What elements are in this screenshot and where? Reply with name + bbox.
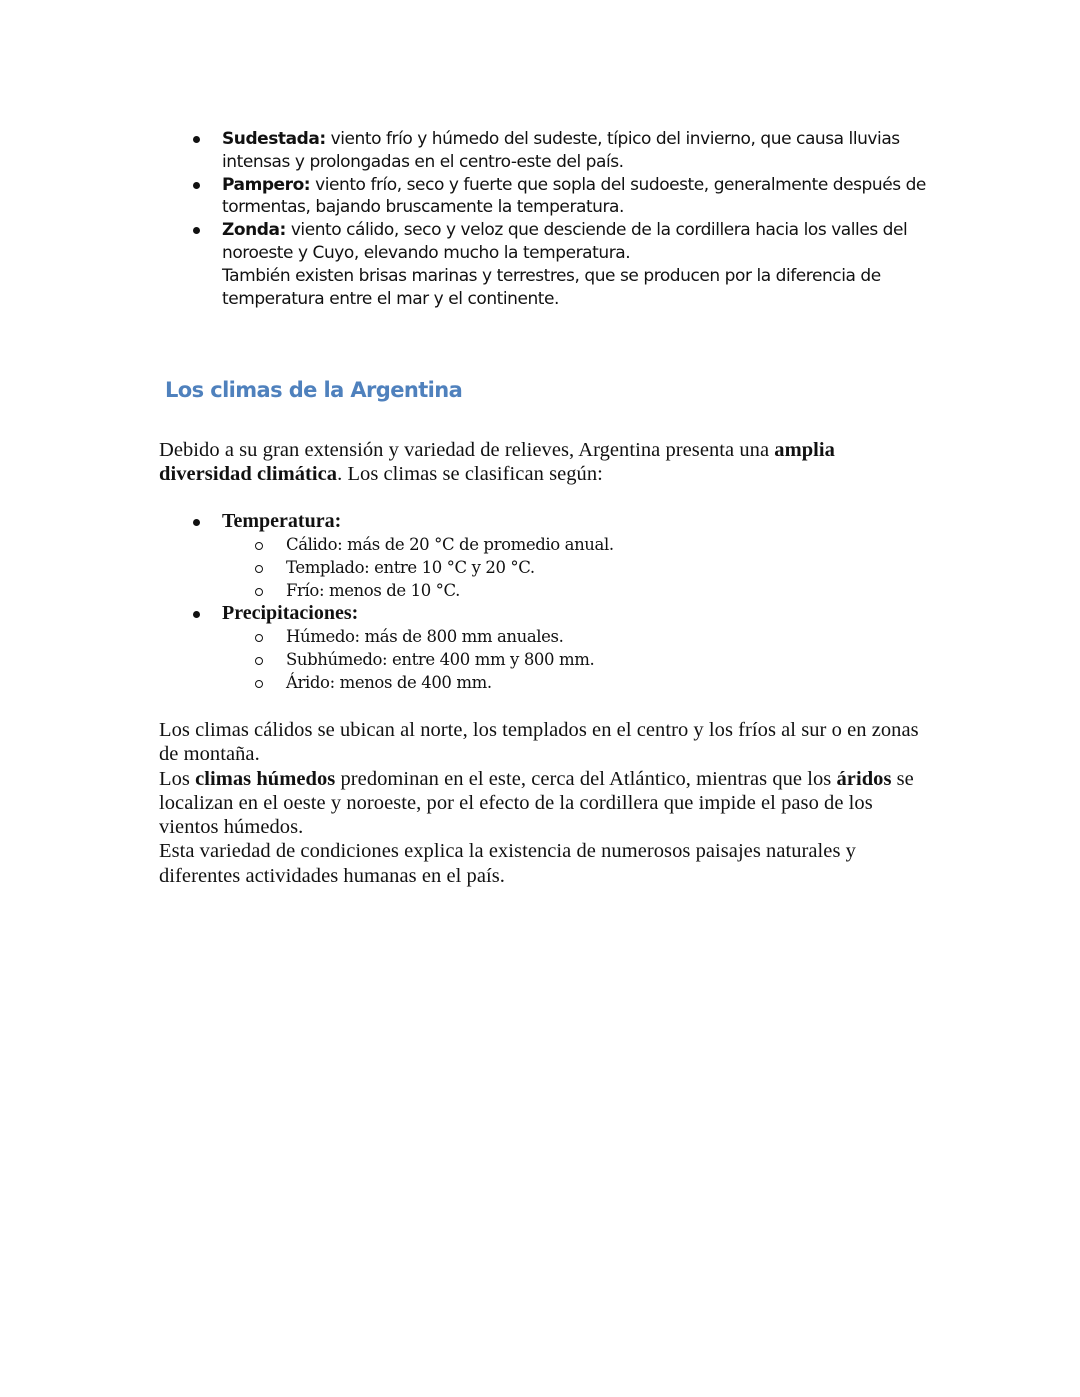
closing-text: se localizan en el oeste y noroeste, por el efecto de la cordillera que impide el paso de los vientos húmedos. [159, 767, 914, 839]
wind-item-zonda [222, 219, 942, 310]
sub-item [222, 579, 922, 602]
intro-paragraph [159, 438, 919, 487]
closing-paragraph-humidity [159, 767, 929, 840]
wind-item-sudestada [222, 128, 942, 174]
circle-bullet-icon [255, 588, 263, 596]
class-precipitation [222, 602, 922, 694]
class-temperature [222, 510, 922, 602]
circle-bullet-icon [255, 565, 263, 573]
sub-item-text: Húmedo: más de 800 mm anuales. [286, 627, 564, 646]
wind-description: viento frío, seco y fuerte que sopla del sudoeste, generalmente después de tormentas, bajando bruscamente la temperatura. [222, 174, 926, 218]
breezes-note: También existen brisas marinas y terrestres, que se producen por la diferencia de temperatura entre el mar y el continente. [222, 265, 881, 309]
sub-item-text: Frío: menos de 10 °C. [286, 581, 460, 600]
sub-item-text: Templado: entre 10 °C y 20 °C. [286, 558, 535, 577]
intro-emphasis: amplia diversidad climática [159, 439, 835, 486]
wind-term: Sudestada: [222, 129, 326, 149]
sub-item-text: Subhúmedo: entre 400 mm y 800 mm. [286, 650, 595, 669]
sub-item [222, 648, 922, 671]
bullet-icon [193, 611, 200, 618]
sub-item [222, 625, 922, 648]
bullet-icon [193, 227, 200, 234]
sub-item [222, 671, 922, 694]
wind-description: viento cálido, seco y veloz que desciende de la cordillera hacia los valles del noroeste y Cuyo, elevando mucho la temperatura. [222, 220, 908, 263]
closing-text: predominan en el este, cerca del Atlántico, mientras que los [335, 767, 837, 790]
closing-paragraph-variety: Esta variedad de condiciones explica la existencia de numerosos paisajes naturales y diferentes actividades humanas en el país. [159, 840, 856, 887]
closing-emphasis: climas húmedos [195, 767, 336, 790]
bullet-icon [193, 182, 200, 189]
intro-text-end: . Los climas se clasifican según: [337, 463, 603, 486]
sub-item-text: Cálido: más de 20 °C de promedio anual. [286, 535, 614, 554]
class-label: Precipitaciones: [222, 602, 359, 624]
intro-text: Debido a su gran extensión y variedad de relieves, Argentina presenta una [159, 439, 775, 461]
sub-item [222, 556, 922, 579]
sub-item [222, 533, 922, 556]
closing-paragraph-location: Los climas cálidos se ubican al norte, los templados en el centro y los fríos al sur o en zonas de montaña. [159, 719, 919, 766]
closing-section [159, 718, 929, 888]
bullet-icon [193, 519, 200, 526]
wind-term: Zonda: [222, 220, 286, 241]
circle-bullet-icon [255, 657, 263, 665]
circle-bullet-icon [255, 680, 263, 688]
circle-bullet-icon [255, 542, 263, 550]
classification-list [222, 510, 922, 694]
bullet-icon [193, 136, 200, 143]
section-heading: Los climas de la Argentina [165, 378, 463, 402]
circle-bullet-icon [255, 634, 263, 642]
wind-description: viento frío y húmedo del sudeste, típico del invierno, que causa lluvias intensas y prolongadas en el centro-este del país. [222, 129, 900, 172]
wind-term: Pampero: [222, 174, 311, 195]
closing-text: Los [159, 767, 196, 790]
sub-item-text: Árido: menos de 400 mm. [286, 673, 492, 692]
closing-emphasis: áridos [836, 767, 892, 790]
winds-list [222, 128, 942, 310]
wind-item-pampero [222, 174, 942, 220]
class-label: Temperatura: [222, 510, 342, 532]
